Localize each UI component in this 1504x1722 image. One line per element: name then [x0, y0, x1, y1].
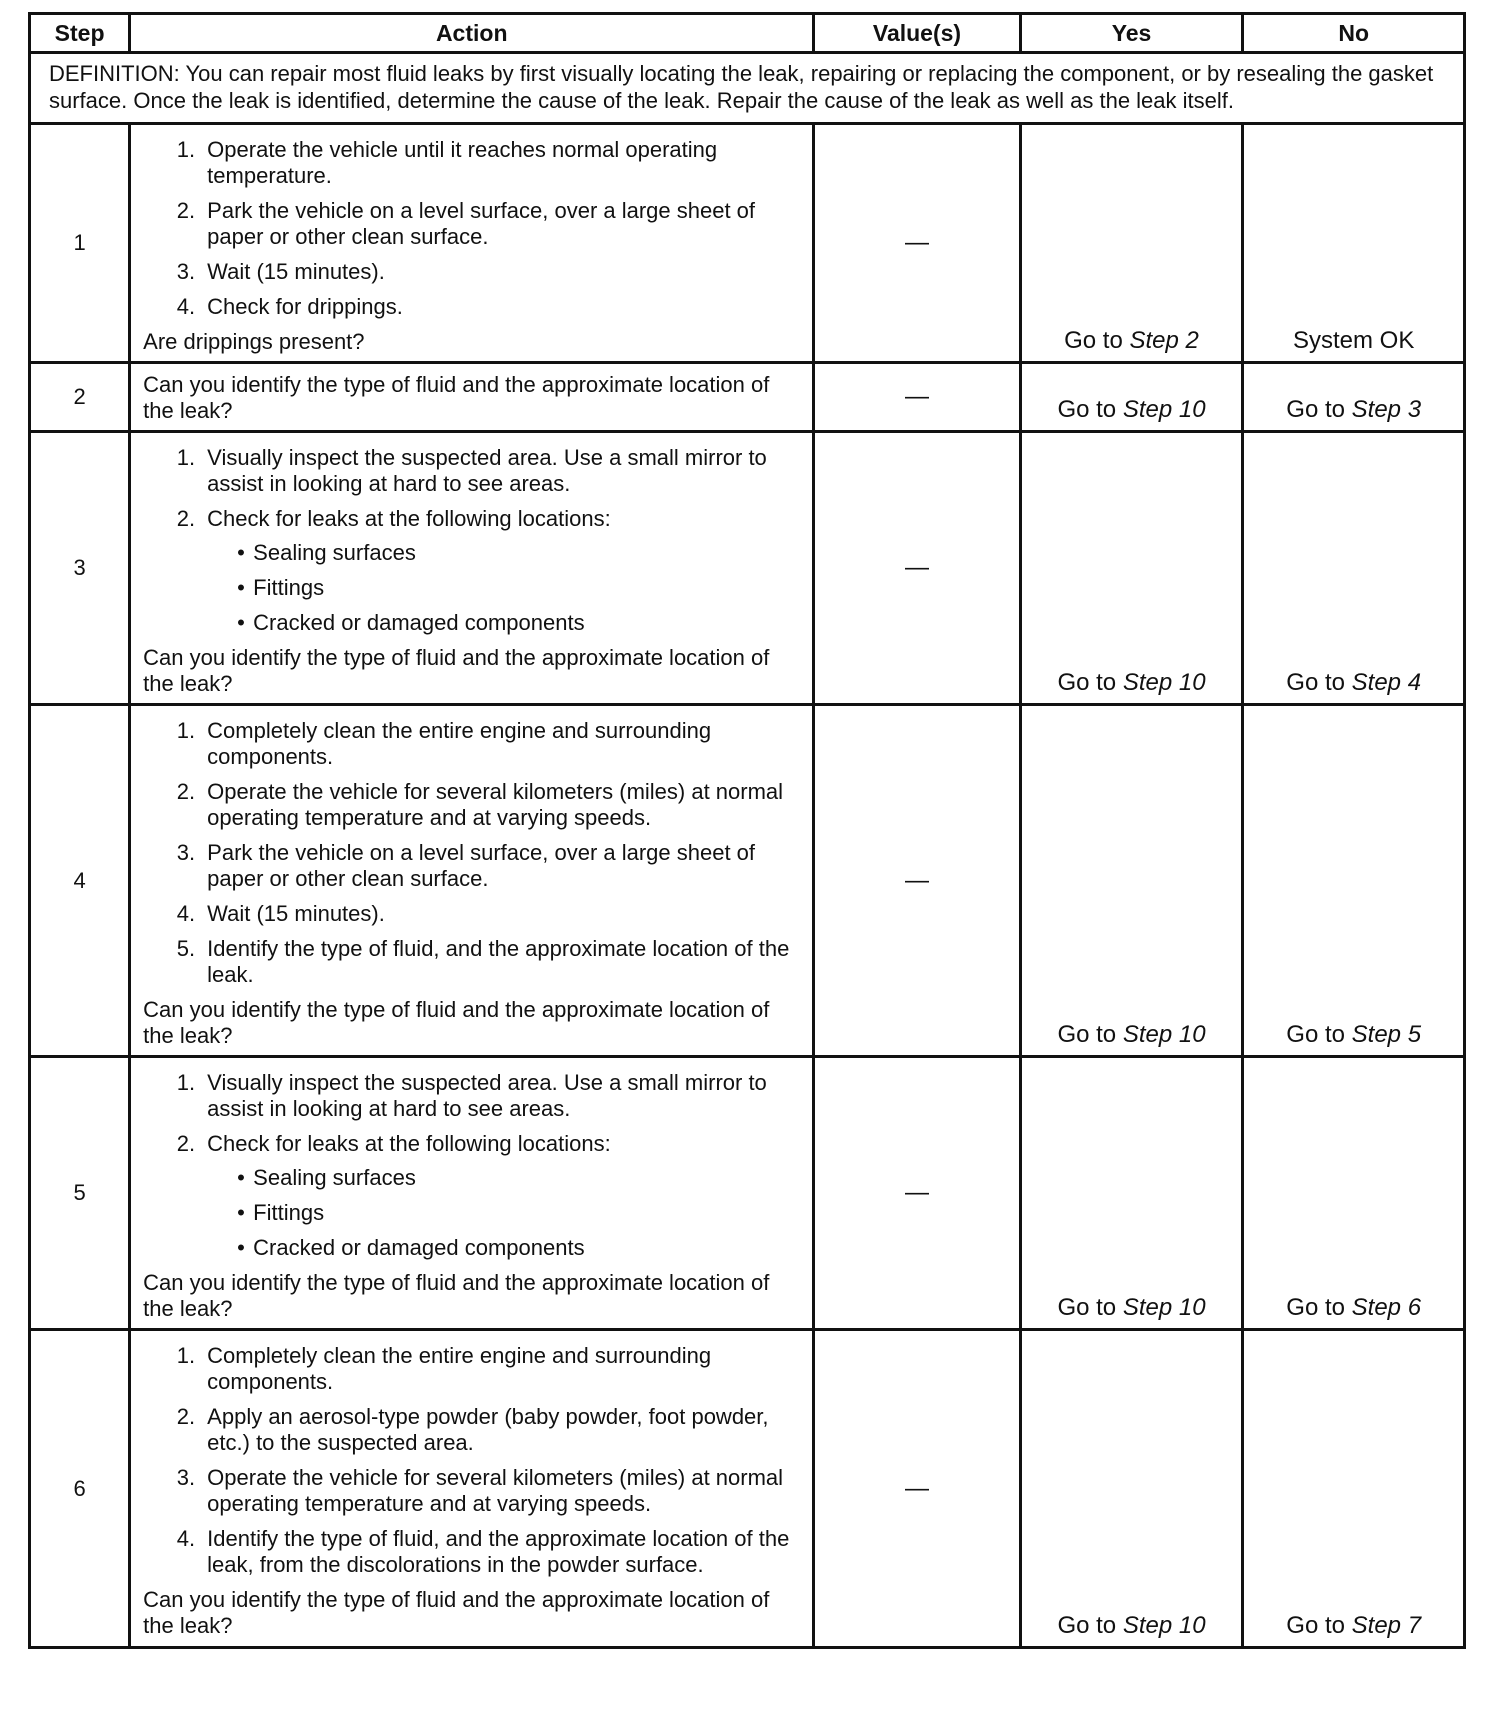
header-row — [30, 14, 1465, 53]
no-result — [1243, 363, 1465, 432]
yes-prefix: Go to — [1057, 1294, 1123, 1321]
header-action: Action — [130, 14, 814, 53]
location-bullet: • Fittings — [237, 1200, 798, 1226]
action-steps-list — [143, 137, 798, 320]
yes-result — [1020, 705, 1243, 1057]
yes-prefix: Go to — [1064, 327, 1130, 354]
action-step: 2. Operate the vehicle for several kilometers (miles) at normal operating temperature and at varying speeds. — [201, 779, 798, 831]
no-step-ref: Step 5 — [1351, 1021, 1422, 1048]
yes-prefix: Go to — [1057, 1021, 1123, 1048]
action-step: 2. Apply an aerosol-type powder (baby powder, foot powder, etc.) to the suspected area. — [201, 1404, 798, 1456]
yes-result — [1020, 363, 1243, 432]
no-prefix: Go to — [1286, 396, 1352, 423]
no-prefix: System OK — [1292, 327, 1415, 354]
step-number: 3 — [30, 432, 130, 705]
step-question: Can you identify the type of fluid and the approximate location of the leak? — [143, 372, 770, 423]
action-steps-list — [143, 1343, 798, 1578]
no-prefix: Go to — [1286, 1612, 1352, 1639]
diagnostic-table-document — [28, 12, 1466, 1649]
step-number: 4 — [30, 705, 130, 1057]
action-step: 1. Visually inspect the suspected area. Use a small mirror to assist in looking at hard to see areas. — [201, 1070, 798, 1122]
yes-result — [1020, 1330, 1243, 1648]
action-step: 4. Check for drippings. — [201, 294, 798, 320]
location-bullets — [207, 540, 798, 636]
yes-result — [1020, 432, 1243, 705]
no-result — [1243, 1330, 1465, 1648]
table-row — [30, 432, 1465, 705]
yes-prefix: Go to — [1057, 669, 1123, 696]
step-number: 5 — [30, 1057, 130, 1330]
location-bullet: • Cracked or damaged components — [237, 610, 798, 636]
no-result — [1243, 432, 1465, 705]
action-steps-list — [143, 445, 798, 636]
action-steps-list — [143, 718, 798, 988]
action-step: 2. Check for leaks at the following locations: • Sealing surfaces • Fittings • Cracked or damaged components — [201, 1131, 798, 1261]
action-step: 1. Completely clean the entire engine and surrounding components. — [201, 1343, 798, 1395]
action-steps-list — [143, 1070, 798, 1261]
action-step: 1. Completely clean the entire engine and surrounding components. — [201, 718, 798, 770]
action-step: 4. Wait (15 minutes). — [201, 901, 798, 927]
step-question: Can you identify the type of fluid and the approximate location of the leak? — [143, 1270, 770, 1321]
action-step: 3. Park the vehicle on a level surface, over a large sheet of paper or other clean surface. — [201, 840, 798, 892]
no-step-ref: Step 7 — [1351, 1612, 1422, 1639]
value-cell: — — [814, 1057, 1020, 1330]
step-number: 6 — [30, 1330, 130, 1648]
yes-step-ref: Step 10 — [1122, 1612, 1206, 1639]
header-values: Value(s) — [814, 14, 1020, 53]
action-step: 3. Wait (15 minutes). — [201, 259, 798, 285]
step-number: 2 — [30, 363, 130, 432]
yes-step-ref: Step 10 — [1122, 1294, 1206, 1321]
location-bullet: • Sealing surfaces — [237, 540, 798, 566]
no-step-ref: Step 4 — [1351, 669, 1422, 696]
action-cell — [130, 705, 814, 1057]
value-cell: — — [814, 1330, 1020, 1648]
no-prefix: Go to — [1286, 1021, 1352, 1048]
action-step: 4. Identify the type of fluid, and the approximate location of the leak, from the discolorations in the powder surface. — [201, 1526, 798, 1578]
header-step: Step — [30, 14, 130, 53]
no-result — [1243, 124, 1465, 363]
table-row — [30, 1330, 1465, 1648]
action-step: 5. Identify the type of fluid, and the approximate location of the leak. — [201, 936, 798, 988]
step-question: Can you identify the type of fluid and the approximate location of the leak? — [143, 1587, 770, 1638]
action-cell — [130, 363, 814, 432]
table-row — [30, 1057, 1465, 1330]
yes-result — [1020, 1057, 1243, 1330]
definition-text: DEFINITION: You can repair most fluid leaks by first visually locating the leak, repairing or replacing the component, or by resealing the gasket surface. Once the leak is identified, determine the cause of the leak. Repair the cause of the leak as well as the leak itself. — [30, 53, 1465, 124]
yes-prefix: Go to — [1057, 396, 1123, 423]
yes-step-ref: Step 10 — [1122, 1021, 1206, 1048]
step-number: 1 — [30, 124, 130, 363]
yes-result — [1020, 124, 1243, 363]
table-row — [30, 124, 1465, 363]
yes-step-ref: Step 10 — [1122, 396, 1206, 423]
step-question: Can you identify the type of fluid and the approximate location of the leak? — [143, 645, 770, 696]
step-question: Are drippings present? — [143, 329, 365, 354]
yes-prefix: Go to — [1057, 1612, 1123, 1639]
no-step-ref: Step 3 — [1351, 396, 1422, 423]
action-cell — [130, 1057, 814, 1330]
action-cell — [130, 124, 814, 363]
value-cell: — — [814, 124, 1020, 363]
action-cell — [130, 1330, 814, 1648]
action-step: 1. Visually inspect the suspected area. Use a small mirror to assist in looking at hard to see areas. — [201, 445, 798, 497]
location-bullets — [207, 1165, 798, 1261]
action-step: 3. Operate the vehicle for several kilometers (miles) at normal operating temperature and at varying speeds. — [201, 1465, 798, 1517]
header-yes: Yes — [1020, 14, 1243, 53]
no-prefix: Go to — [1286, 669, 1352, 696]
location-bullet: • Fittings — [237, 575, 798, 601]
diagnostic-table — [28, 12, 1466, 1649]
action-step: 2. Check for leaks at the following locations: • Sealing surfaces • Fittings • Cracked or damaged components — [201, 506, 798, 636]
definition-row — [30, 53, 1465, 124]
no-result — [1243, 1057, 1465, 1330]
header-no: No — [1243, 14, 1465, 53]
value-cell: — — [814, 363, 1020, 432]
action-step: 2. Park the vehicle on a level surface, over a large sheet of paper or other clean surface. — [201, 198, 798, 250]
no-result — [1243, 705, 1465, 1057]
location-bullet: • Sealing surfaces — [237, 1165, 798, 1191]
value-cell: — — [814, 432, 1020, 705]
table-row — [30, 363, 1465, 432]
no-step-ref: Step 6 — [1351, 1294, 1422, 1321]
action-cell — [130, 432, 814, 705]
no-prefix: Go to — [1286, 1294, 1352, 1321]
location-bullet: • Cracked or damaged components — [237, 1235, 798, 1261]
yes-step-ref: Step 10 — [1122, 669, 1206, 696]
table-row — [30, 705, 1465, 1057]
value-cell: — — [814, 705, 1020, 1057]
step-question: Can you identify the type of fluid and the approximate location of the leak? — [143, 997, 770, 1048]
yes-step-ref: Step 2 — [1129, 327, 1199, 354]
action-step: 1. Operate the vehicle until it reaches normal operating temperature. — [201, 137, 798, 189]
